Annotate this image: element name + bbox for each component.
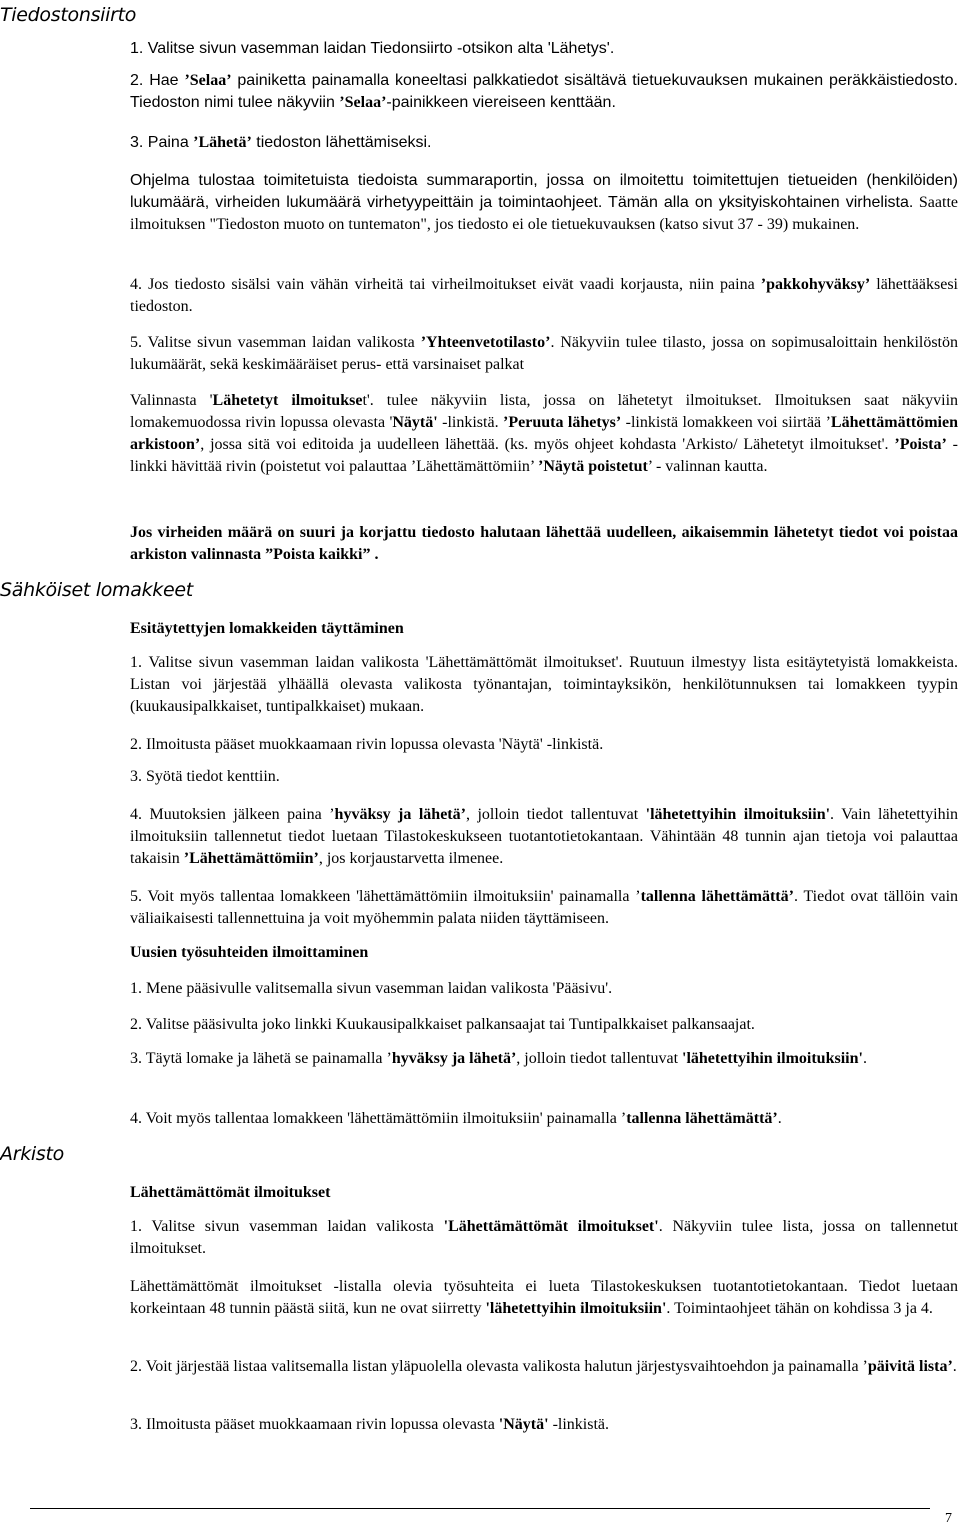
prefilled-step-2: 2. Ilmoitusta pääset muokkaamaan rivin lopussa olevasta 'Näytä' -linkistä. [130,736,604,753]
prefilled-step-5: 5. Voit myös tallentaa lomakkeen 'lähettämättömiin ilmoituksiin' painamalla ’tallenna lähettämättä’. Tiedot ovat tällöin vain väliaikaisesti tallennettuina ja voit myöhemmin palata niiden täyttämiseen. [130,888,959,927]
sidebar-heading-sahkoiset-lomakkeet[interactable]: Sähköiset lomakkeet [0,579,193,601]
prefilled-step-3: 3. Syötä tiedot kenttiin. [130,768,280,785]
new-employment-step-3: 3. Täytä lomake ja lähetä se painamalla ’hyväksy ja lähetä’, jolloin tiedot tallentuvat 'lähetettyihin ilmoituksiin'. [130,1050,867,1067]
sidebar-heading-tiedostonsiirto[interactable]: Tiedostonsiirto [0,4,137,26]
unsent-step-3: 3. Ilmoitusta pääset muokkaamaan rivin lopussa olevasta 'Näytä' -linkistä. [130,1416,610,1433]
heading-prefilled-forms: Esitäytettyjen lomakkeiden täyttäminen [130,620,404,637]
prefilled-step-1: 1. Valitse sivun vasemman laidan valikosta 'Lähettämättömät ilmoitukset'. Ruutuun ilmestyy lista esitäytetyistä lomakkeista. Listan voi järjestää ylhäällä olevasta valikosta työnantajan, toimintayksikön, henkilötunnuksen tai lomakkeen tyypin (kuukausipalkkaiset, tuntipalkkaiset) mukaan. [130,654,958,715]
sent-notices-paragraph: Valinnasta 'Lähetetyt ilmoitukset'. tulee näkyviin lista, jossa on lähetetyt ilmoitukset. Ilmoituksen saat näkyviin lomakemuodossa rivin lopussa olevasta 'Näytä' -linkistä. ’Peruuta lähetys’ -linkistä lomakkeen voi siirtää ’Lähettämättömien arkistoon’, jossa sitä voi editoida ja uudelleen lähettää. (ks. myös ohjeet kohdasta 'Arkisto/ Lähetetyt ilmoitukset'. ’Poista’ -linkki hävittää rivin (poistetut voi palauttaa ’Lähettämättömiin’ ’Näytä poistetut’ - valinnan kautta. [130,392,959,475]
sidebar-heading-arkisto[interactable]: Arkisto [0,1143,64,1165]
resend-warning-paragraph: Jos virheiden määrä on suuri ja korjattu tiedosto halutaan lähettää uudelleen, aikaisemmin lähetetyt tiedot voi poistaa arkiston valinnasta ”Poista kaikki” . [130,524,958,563]
heading-unsent-notices: Lähettämättömät ilmoitukset [130,1184,331,1201]
step-4-force-accept: 4. Jos tiedosto sisälsi vain vähän virheitä tai virheilmoitukset eivät vaadi korjausta, niin paina ’pakkohyväksy’ lähettääksesi tiedoston. [130,276,958,315]
unsent-step-2: 2. Voit järjestää listaa valitsemalla listan yläpuolella olevasta valikosta halutun järjestysvaihtoehdon ja painamalla ’päivitä lista’. [130,1358,957,1375]
prefilled-step-4: 4. Muutoksien jälkeen paina ’hyväksy ja lähetä’, jolloin tiedot tallentuvat 'lähetettyihin ilmoituksiin'. Vain lähetettyihin ilmoituksiin tallennetut tiedot luetaan Tilastokeskukseen tuotantotietokantaan. Vähintään 48 tunnin ajan tietoja voi palauttaa takaisin ’Lähettämättömiin’, jos korjaustarvetta ilmenee. [130,806,959,867]
new-employment-step-1: 1. Mene pääsivulle valitsemalla sivun vasemman laidan valikosta 'Pääsivu'. [130,980,613,997]
new-employment-step-4: 4. Voit myös tallentaa lomakkeen 'lähettämättömiin ilmoituksiin' painamalla ’tallenna lähettämättä’. [130,1110,782,1127]
unsent-step-1: 1. Valitse sivun vasemman laidan valikosta 'Lähettämättömät ilmoitukset'. Näkyviin tulee lista, jossa on tallennetut ilmoitukset. [130,1218,958,1257]
summary-report-paragraph: Ohjelma tulostaa toimitetuista tiedoista summaraportin, jossa on ilmoitettu toimitettujen tietueiden (henkilöiden) lukumäärä, virheiden lukumäärä virhetyypeittäin ja toimintaohjeet. Tämän alla on yksityiskohtainen virhelista. Saatte ilmoituksen "Tiedoston muoto on tuntematon", jos tiedosto ei ole tietuekuvauksen (katso sivut 37 - 39) mukainen. [130,172,958,233]
step-1-select-lahetys: 1. Valitse sivun vasemman laidan Tiedonsiirto -otsikon alta 'Lähetys'. [130,40,615,57]
new-employment-step-2: 2. Valitse pääsivulta joko linkki Kuukausipalkkaiset palkansaajat tai Tuntipalkkaiset palkansaajat. [130,1016,755,1033]
footer-rule [30,1508,930,1509]
step-5-summary-statistics: 5. Valitse sivun vasemman laidan valikosta ’Yhteenvetotilasto’. Näkyviin tulee tilasto, jossa on sopimusaloittain henkilöstön lukumäärät, sekä keskimääräiset perus- että varsinaiset palkat [130,334,959,373]
page-number: 7 [945,1511,952,1526]
step-2-browse-file: 2. Hae ’Selaa’ painiketta painamalla koneeltasi palkkatiedot sisältävä tietuekuvauksen mukainen peräkkäistiedosto. Tiedoston nimi tulee näkyviin ’Selaa’-painikkeen viereiseen kenttään. [130,72,959,111]
unsent-info-paragraph: Lähettämättömät ilmoitukset -listalla olevia työsuhteita ei lueta Tilastokeskuksen tuotantotietokantaan. Tiedot luetaan korkeintaan 48 tunnin päästä siitä, kun ne ovat siirretty 'lähetettyihin ilmoituksiin'. Toimintaohjeet tähän on kohdissa 3 ja 4. [130,1278,958,1317]
heading-new-employments: Uusien työsuhteiden ilmoittaminen [130,944,369,961]
step-3-press-send: 3. Paina ’Lähetä’ tiedoston lähettämiseksi. [130,134,432,151]
